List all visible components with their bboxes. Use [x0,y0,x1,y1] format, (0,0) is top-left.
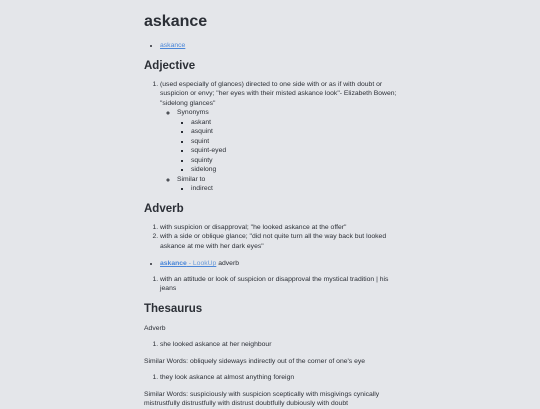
lookup-word: askance [160,260,187,267]
toc-list [144,41,404,51]
thesaurus-example: 1. she looked askance at her neighbour [160,340,404,350]
adjective-definitions [144,80,404,194]
adjective-heading: Adjective [144,59,196,72]
lookup-item [160,259,404,269]
adverb-definition: 2. with a side or oblique glance; "did not quite turn all the way back but looked askance at me with her dark eyes" [160,232,404,251]
lookup-source: - LookUp [186,260,217,267]
toc-link-askance[interactable]: askance [160,42,186,49]
synonym-item: ▪ squint-eyed [191,146,404,156]
definition-text: (used especially of glances) directed to one side with or as if with doubt or suspicion or envy; "her eyes with their misted askance look"- Elizabeth Bowen; "sidelong glances" [160,80,397,107]
synonym-item: ▪ asquint [191,127,404,137]
lookup-definitions [144,275,404,294]
relations-list [160,108,404,194]
adverb-heading: Adverb [144,202,184,215]
lookup-link[interactable] [160,260,216,267]
synonym-item: ▪ askant [191,118,404,128]
thesaurus-examples-2 [144,373,404,383]
lookup-definition: 1. with an attitude or look of suspicion or disapproval the mystical tradition | his jeans [160,275,404,294]
lookup-list [144,259,404,269]
synonym-item: ▪ squint [191,137,404,147]
thesaurus-similar-words: Similar Words: suspiciously with suspicion sceptically with misgivings cynically mistrustfully distrustfully with distrust doubtfully dubiously with doubt [144,390,380,407]
similar-list [177,184,404,194]
adverb-definition: 1. with suspicion or disapproval; "he looked askance at the offer" [160,223,404,233]
synonym-item: ▪ squinty [191,156,404,166]
toc-item [160,41,404,51]
page-title: askance [144,13,208,30]
adjective-definition [160,80,404,194]
thesaurus-pos: Adverb [144,324,166,332]
thesaurus-similar-words: Similar Words: obliquely sideways indirectly out of the corner of one's eye [144,357,366,365]
synonyms-group [177,108,404,175]
similar-label: Similar to [177,175,206,183]
similar-group [177,175,404,194]
thesaurus-example: 1. they look askance at almost anything foreign [160,373,404,383]
synonyms-list [177,118,404,175]
entry-page [144,0,404,409]
lookup-pos: adverb [216,260,239,267]
synonym-item: ▪ sidelong [191,165,404,175]
thesaurus-examples-1 [144,340,404,350]
adverb-definitions [144,223,404,252]
synonyms-label: Synonyms [177,109,209,116]
thesaurus-heading: Thesaurus [144,302,203,315]
similar-item: ▪ indirect [191,184,404,194]
